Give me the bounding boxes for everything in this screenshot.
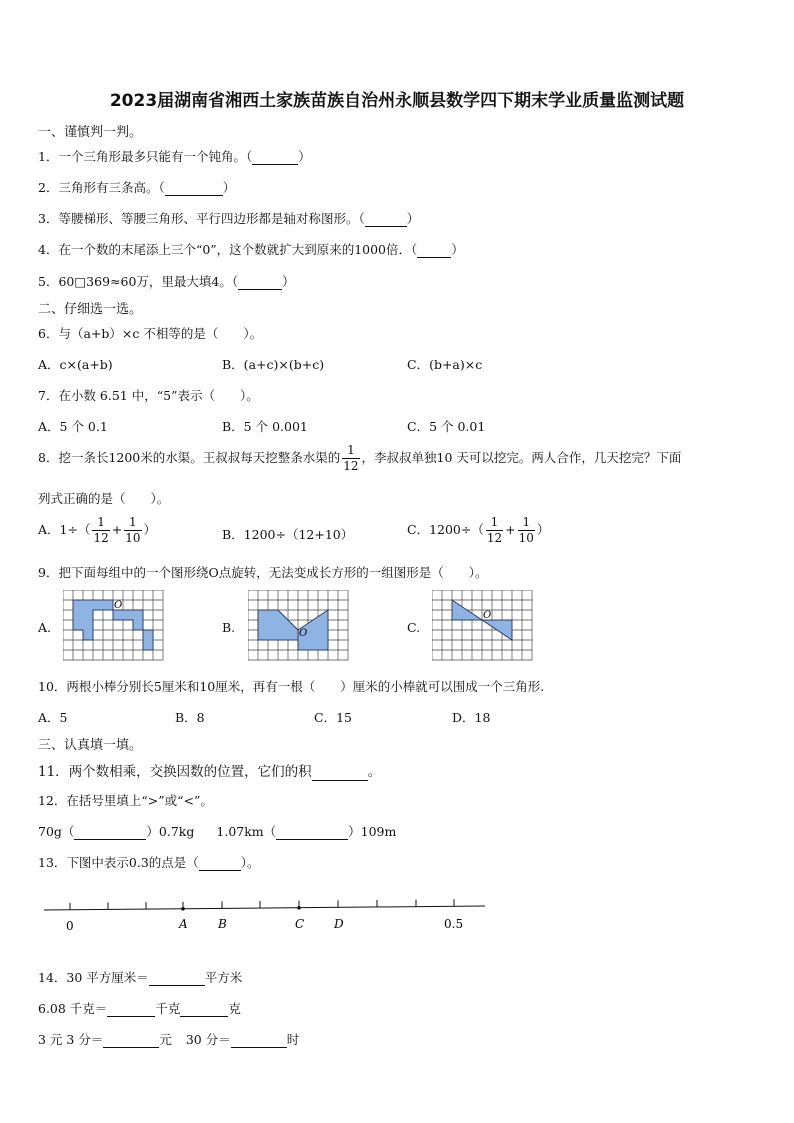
q8-option-b[interactable]: B．1200÷（12+10） xyxy=(222,527,354,542)
q3-text: 等腰梯形、等腰三角形、平行四边形都是轴对称图形。（ xyxy=(58,211,365,226)
label-point-b: B xyxy=(218,917,227,931)
q14-blank-4[interactable] xyxy=(103,1032,159,1048)
q3-number: 3． xyxy=(38,211,59,226)
q2-answer-blank[interactable] xyxy=(165,180,223,196)
q13-end: ）。 xyxy=(240,855,260,870)
question-10 xyxy=(38,677,544,695)
q6-option-a[interactable]: A．c×(a+b) xyxy=(38,357,113,372)
q9-option-b-label[interactable]: B. xyxy=(222,620,236,635)
q9-option-c-label[interactable]: C. xyxy=(407,620,421,635)
question-4 xyxy=(38,240,464,258)
question-14-line-2: 6.08 千克＝ 千克 克 xyxy=(38,1001,241,1016)
q10-option-d[interactable]: D．18 xyxy=(452,710,491,725)
q10-number: 10． xyxy=(38,679,67,694)
label-point-c: C xyxy=(295,917,305,931)
q9-grid-a[interactable] xyxy=(63,590,167,662)
q9-grid-c[interactable] xyxy=(432,590,536,662)
q5-answer-blank[interactable] xyxy=(238,274,282,290)
q5-text: 60□369≈60万，里最大填4。（ xyxy=(58,274,239,289)
q14-blank-1[interactable] xyxy=(149,970,205,986)
q6-option-b[interactable]: B．(a+c)×(b+c) xyxy=(222,357,325,372)
q10-text: 两根小棒分别长5厘米和10厘米，再有一根（ ）厘米的小棒就可以围成一个三角形. xyxy=(66,679,545,694)
q9-point-o-c: O xyxy=(483,610,492,621)
q7-number: 7． xyxy=(38,388,59,403)
q4-number: 4． xyxy=(38,242,59,257)
q12-blank-1[interactable] xyxy=(74,824,146,840)
q8-text-3: 列式正确的是（ ）。 xyxy=(38,491,170,506)
q6-number: 6． xyxy=(38,326,59,341)
q12-part-1-end: ）0.7kg xyxy=(146,824,195,839)
q1-number: 1． xyxy=(38,149,59,164)
q10-option-b[interactable]: B．8 xyxy=(175,710,205,725)
q12-number: 12． xyxy=(38,793,67,808)
q2-close: ） xyxy=(222,180,236,195)
q1-text: 一个三角形最多只能有一个钝角。（ xyxy=(58,149,253,164)
q12-part-2: 1.07km（ xyxy=(216,824,277,839)
q8-text-1: 挖一条长1200米的水渠。王叔叔每天挖整条水渠的 xyxy=(58,450,341,465)
q7-text: 在小数 6.51 中，“5”表示（ ）。 xyxy=(58,388,259,403)
label-point-d: D xyxy=(334,917,344,931)
q8-text-2: ，李叔叔单独10 天可以挖完。两人合作，几天挖完？下面 xyxy=(361,450,682,465)
question-14-line-1: 14．30 平方厘米＝ 平方米 xyxy=(38,970,243,985)
q9-text: 把下面每组中的一个图形绕O点旋转，无法变成长方形的一组图形是（ ）。 xyxy=(58,565,488,580)
q1-answer-blank[interactable] xyxy=(252,149,298,165)
section-heading-3: 三、认真填一填。 xyxy=(38,738,143,753)
q11-number: 11． xyxy=(38,764,69,780)
q9-grid-b[interactable] xyxy=(248,590,352,662)
question-8 xyxy=(38,443,681,474)
q13-number: 13． xyxy=(38,855,67,870)
q10-option-c[interactable]: C．15 xyxy=(314,710,352,725)
q3-answer-blank[interactable] xyxy=(365,211,407,227)
q4-text: 在一个数的末尾添上三个“0”，这个数就扩大到原来的1000倍．（ xyxy=(58,242,418,257)
q9-option-a-label[interactable]: A. xyxy=(38,620,52,635)
question-11 xyxy=(38,760,381,781)
q12-part-1: 70g（ xyxy=(38,824,75,839)
q6-text: 与（a+b）×c 不相等的是（ ）。 xyxy=(58,326,263,341)
q1-close: ） xyxy=(298,149,311,164)
q12-text: 在括号里填上“>”或“<”。 xyxy=(66,793,213,808)
question-14-line-3: 3 元 3 分＝ 元 30 分＝ 时 xyxy=(38,1032,300,1047)
point-a-dot xyxy=(181,907,185,911)
question-9 xyxy=(38,563,487,581)
q7-option-c[interactable]: C．5 个 0.01 xyxy=(407,419,486,434)
q2-number: 2． xyxy=(38,180,59,195)
question-3 xyxy=(38,209,419,227)
q12-blank-2[interactable] xyxy=(276,824,348,840)
q8-option-c[interactable]: C．1200÷（ $\frac{1}{12}$ + $\frac{1}{10}$ ） xyxy=(407,515,550,545)
q8-option-a[interactable]: A．1÷（ $\frac{1}{12}$ + $\frac{1}{10}$ ） xyxy=(38,515,157,545)
q10-option-a[interactable]: A．5 xyxy=(38,710,68,725)
q5-close: ） xyxy=(282,274,295,289)
label-point-a: A xyxy=(179,917,188,931)
q9-shape-b-left xyxy=(258,610,298,640)
label-zero: 0 xyxy=(66,919,74,933)
q4-close: ） xyxy=(451,242,464,257)
q9-point-o-b: O xyxy=(299,628,308,639)
q14-blank-2[interactable] xyxy=(107,1001,155,1017)
q12-comparisons xyxy=(38,822,396,840)
point-c-dot xyxy=(297,906,301,910)
q12-part-2-end: ）109m xyxy=(348,824,397,839)
page-title: 2023届湖南省湘西土家族苗族自治州永顺县数学四下期末学业质量监测试题 xyxy=(109,91,685,111)
question-5 xyxy=(38,272,295,290)
q11-text: 两个数相乘，交换因数的位置，它们的积 xyxy=(68,764,312,780)
q14-number: 14． xyxy=(38,970,67,985)
q13-answer-blank[interactable] xyxy=(199,855,241,871)
question-13 xyxy=(38,853,260,871)
q4-answer-blank[interactable] xyxy=(417,242,451,258)
q14-blank-5[interactable] xyxy=(231,1032,287,1048)
q13-number-line xyxy=(40,892,490,937)
question-6 xyxy=(38,324,262,342)
section-heading-1: 一、谨慎判一判。 xyxy=(38,125,143,140)
q7-option-a[interactable]: A．5 个 0.1 xyxy=(38,419,108,434)
q7-option-b[interactable]: B．5 个 0.001 xyxy=(222,419,308,434)
q5-number: 5． xyxy=(38,274,59,289)
q8-number: 8． xyxy=(38,450,59,465)
q9-grid-c-lines xyxy=(432,590,532,660)
question-12 xyxy=(38,791,213,809)
q14-blank-3[interactable] xyxy=(180,1001,228,1017)
question-2 xyxy=(38,178,235,196)
number-line-axis xyxy=(44,906,485,910)
q11-answer-blank[interactable] xyxy=(312,764,368,781)
label-half: 0.5 xyxy=(444,917,464,931)
q3-close: ） xyxy=(406,211,420,226)
question-7 xyxy=(38,386,259,404)
q6-option-c[interactable]: C．(b+a)×c xyxy=(407,357,483,372)
q2-text: 三角形有三条高。（ xyxy=(58,180,165,195)
question-1 xyxy=(38,147,311,165)
q9-number: 9． xyxy=(38,565,59,580)
section-heading-2: 二、仔细选一选。 xyxy=(38,302,143,317)
q13-text: 下图中表示0.3的点是（ xyxy=(66,855,199,870)
q9-point-o-a: O xyxy=(114,600,123,611)
q8-fraction: $\frac{1}{12}$ xyxy=(343,443,359,473)
q11-end: 。 xyxy=(367,764,382,780)
